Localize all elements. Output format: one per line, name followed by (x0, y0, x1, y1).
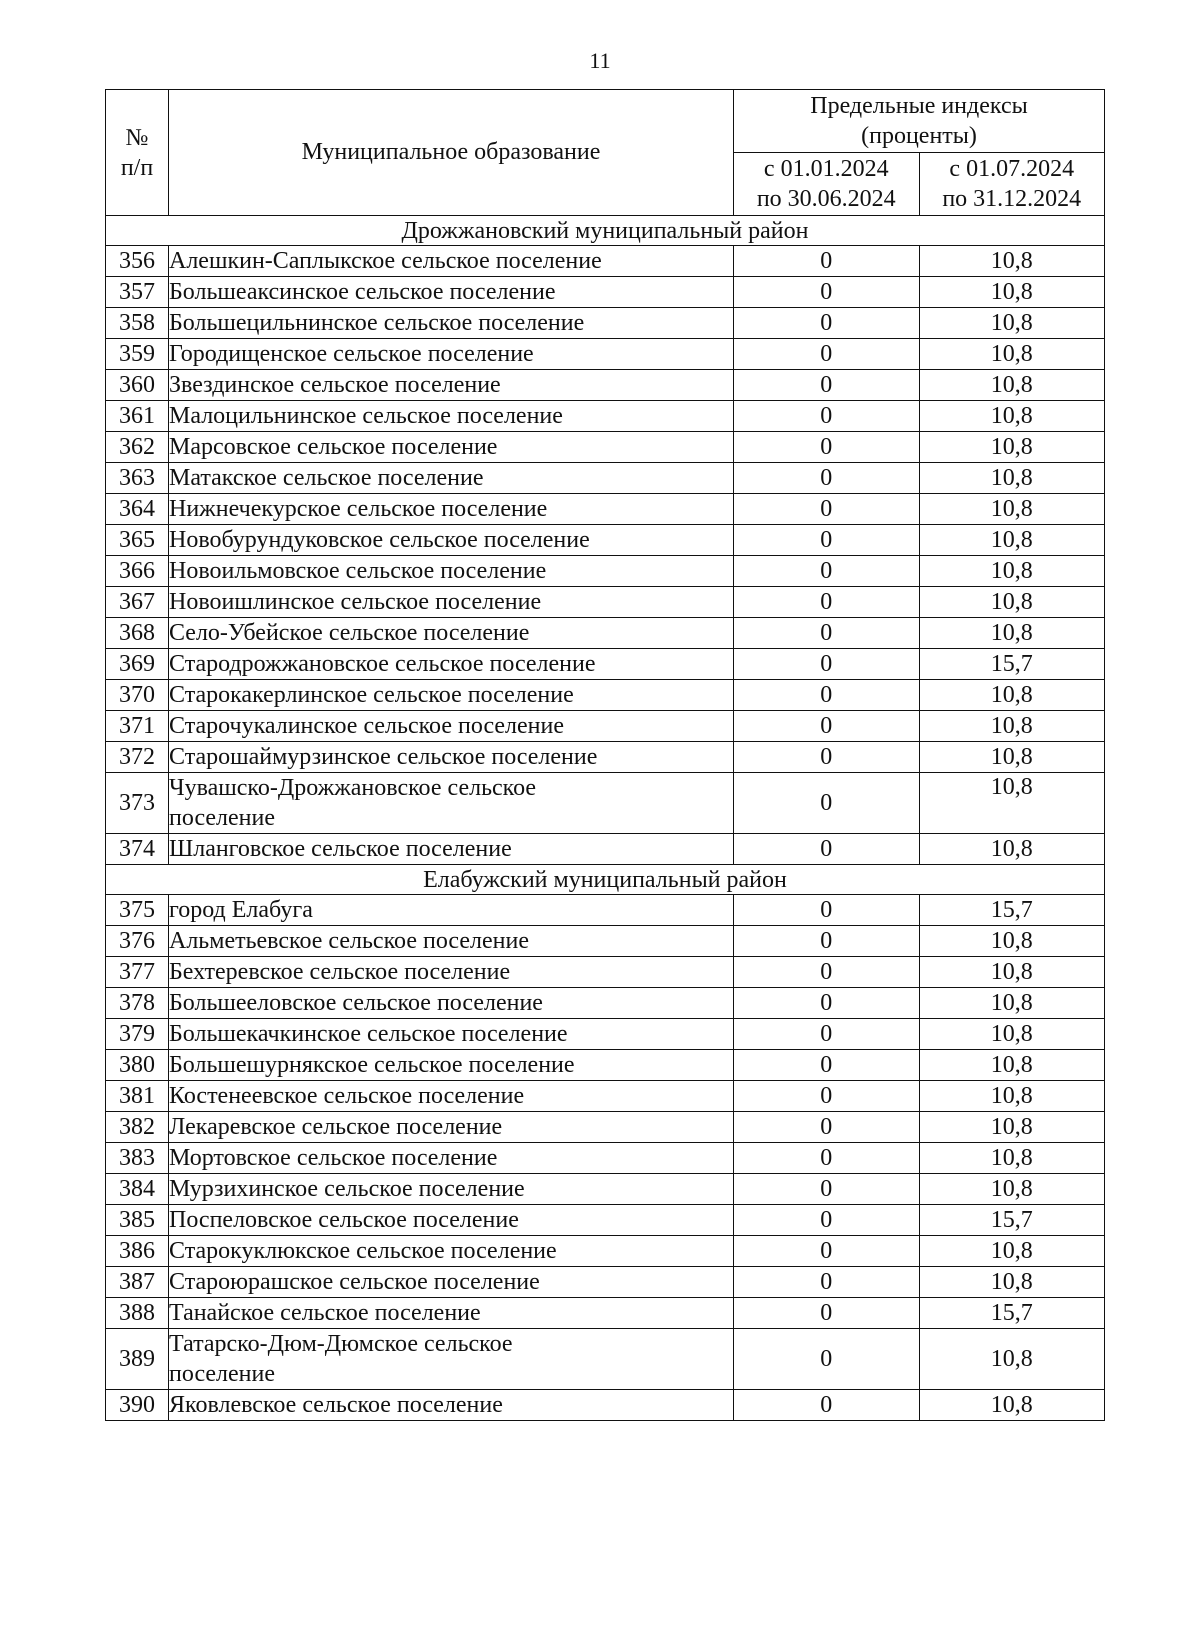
index-period-1: 0 (734, 246, 920, 277)
table-row (106, 494, 1105, 525)
index-period-2: 10,8 (919, 988, 1105, 1019)
municipality-name: Большееловское сельское поселение (169, 988, 734, 1019)
table-row (106, 277, 1105, 308)
index-period-1: 0 (734, 957, 920, 988)
index-period-1: 0 (734, 587, 920, 618)
index-period-2: 10,8 (919, 1390, 1105, 1421)
row-number: 384 (106, 1174, 169, 1205)
row-number: 360 (106, 370, 169, 401)
index-period-2: 10,8 (919, 556, 1105, 587)
index-period-1: 0 (734, 618, 920, 649)
row-number: 380 (106, 1050, 169, 1081)
header-number-line1: № (125, 124, 149, 151)
table-row (106, 246, 1105, 277)
table-body (106, 216, 1105, 1421)
index-period-2: 10,8 (919, 680, 1105, 711)
table-row (106, 432, 1105, 463)
table-row (106, 1174, 1105, 1205)
table-row (106, 1112, 1105, 1143)
municipality-name: Старокуклюкское сельское поселение (169, 1236, 734, 1267)
table-row (106, 1143, 1105, 1174)
index-period-2: 10,8 (919, 1019, 1105, 1050)
index-period-1: 0 (734, 773, 920, 834)
index-period-1: 0 (734, 1236, 920, 1267)
index-period-2: 15,7 (919, 649, 1105, 680)
index-period-1: 0 (734, 339, 920, 370)
index-period-1: 0 (734, 1267, 920, 1298)
index-period-1: 0 (734, 895, 920, 926)
index-period-2: 10,8 (919, 1050, 1105, 1081)
index-period-2: 10,8 (919, 618, 1105, 649)
municipality-name: Звездинское сельское поселение (169, 370, 734, 401)
index-period-1: 0 (734, 556, 920, 587)
table-row (106, 895, 1105, 926)
index-period-1: 0 (734, 1205, 920, 1236)
row-number: 371 (106, 711, 169, 742)
index-period-2: 10,8 (919, 926, 1105, 957)
table-row (106, 680, 1105, 711)
index-period-1: 0 (734, 525, 920, 556)
index-period-1: 0 (734, 1174, 920, 1205)
municipality-name (169, 1329, 734, 1390)
table-header (106, 90, 1105, 216)
index-period-1: 0 (734, 834, 920, 865)
municipality-name: Городищенское сельское поселение (169, 339, 734, 370)
municipality-name: Большекачкинское сельское поселение (169, 1019, 734, 1050)
table-row (106, 618, 1105, 649)
index-period-2: 10,8 (919, 463, 1105, 494)
header-municipality: Муниципальное образование (169, 90, 734, 216)
index-period-2: 10,8 (919, 246, 1105, 277)
municipality-name-line1: Татарско-Дюм-Дюмское сельское (169, 1331, 513, 1357)
municipality-name: Новоишлинское сельское поселение (169, 587, 734, 618)
index-period-1: 0 (734, 926, 920, 957)
header-period-2-line2: по 31.12.2024 (942, 186, 1082, 212)
row-number: 385 (106, 1205, 169, 1236)
index-period-1: 0 (734, 649, 920, 680)
index-period-2: 10,8 (919, 1143, 1105, 1174)
index-period-2: 10,8 (919, 1236, 1105, 1267)
municipality-name: Малоцильнинское сельское поселение (169, 401, 734, 432)
row-number: 375 (106, 895, 169, 926)
index-period-2: 10,8 (919, 957, 1105, 988)
table-row (106, 988, 1105, 1019)
municipality-name: Новоильмовское сельское поселение (169, 556, 734, 587)
header-number-line2: п/п (120, 154, 154, 181)
table-row (106, 742, 1105, 773)
index-period-2: 10,8 (919, 834, 1105, 865)
table-row (106, 370, 1105, 401)
row-number: 370 (106, 680, 169, 711)
section-title: Елабужский муниципальный район (106, 865, 1105, 895)
index-period-2: 10,8 (919, 1081, 1105, 1112)
table-row (106, 1267, 1105, 1298)
municipality-name: Матакское сельское поселение (169, 463, 734, 494)
index-period-1: 0 (734, 711, 920, 742)
row-number: 367 (106, 587, 169, 618)
index-period-1: 0 (734, 1081, 920, 1112)
row-number: 357 (106, 277, 169, 308)
municipality-name: город Елабуга (169, 895, 734, 926)
municipality-name: Большешурнякское сельское поселение (169, 1050, 734, 1081)
table-row (106, 711, 1105, 742)
municipality-name: Большеаксинское сельское поселение (169, 277, 734, 308)
row-number: 364 (106, 494, 169, 525)
index-period-2: 10,8 (919, 1112, 1105, 1143)
page-number: 11 (589, 48, 611, 73)
row-number: 366 (106, 556, 169, 587)
index-period-2: 15,7 (919, 1298, 1105, 1329)
index-period-1: 0 (734, 988, 920, 1019)
municipality-name: Стародрожжановское сельское поселение (169, 649, 734, 680)
municipality-name: Костенеевское сельское поселение (169, 1081, 734, 1112)
table-row (106, 1019, 1105, 1050)
header-period-2 (919, 153, 1105, 216)
index-period-1: 0 (734, 1143, 920, 1174)
index-period-1: 0 (734, 1050, 920, 1081)
index-period-2: 10,8 (919, 370, 1105, 401)
municipality-name-line2: поселение (169, 1361, 276, 1387)
header-period-1 (734, 153, 920, 216)
municipality-name-line1: Чувашско-Дрожжановское сельское (169, 775, 537, 801)
header-indices-line1: Предельные индексы (810, 93, 1028, 119)
row-number: 358 (106, 308, 169, 339)
row-number: 373 (106, 773, 169, 834)
index-period-1: 0 (734, 370, 920, 401)
header-period-1-line1: с 01.01.2024 (763, 156, 889, 182)
table-row (106, 1390, 1105, 1421)
row-number: 383 (106, 1143, 169, 1174)
row-number: 379 (106, 1019, 169, 1050)
table-row (106, 926, 1105, 957)
header-indices (734, 90, 1105, 153)
index-period-2: 10,8 (919, 1329, 1105, 1390)
row-number: 372 (106, 742, 169, 773)
row-number: 368 (106, 618, 169, 649)
index-period-2: 10,8 (919, 339, 1105, 370)
row-number: 390 (106, 1390, 169, 1421)
table-row (106, 463, 1105, 494)
index-period-2: 10,8 (919, 494, 1105, 525)
municipality-name: Танайское сельское поселение (169, 1298, 734, 1329)
index-period-1: 0 (734, 494, 920, 525)
index-period-2: 10,8 (919, 587, 1105, 618)
table-row (106, 587, 1105, 618)
index-period-2: 10,8 (919, 711, 1105, 742)
index-period-2: 10,8 (919, 308, 1105, 339)
municipality-name: Яковлевское сельское поселение (169, 1390, 734, 1421)
index-period-1: 0 (734, 1019, 920, 1050)
row-number: 377 (106, 957, 169, 988)
municipality-name-line2: поселение (169, 805, 276, 831)
table-row (106, 556, 1105, 587)
index-period-1: 0 (734, 1112, 920, 1143)
row-number: 389 (106, 1329, 169, 1390)
municipality-name: Староюрашское сельское поселение (169, 1267, 734, 1298)
municipality-name: Старошаймурзинское сельское поселение (169, 742, 734, 773)
tariff-index-table (105, 89, 1105, 1421)
row-number: 388 (106, 1298, 169, 1329)
table-row (106, 308, 1105, 339)
index-period-1: 0 (734, 742, 920, 773)
municipality-name: Алешкин-Саплыкское сельское поселение (169, 246, 734, 277)
row-number: 361 (106, 401, 169, 432)
municipality-name: Новобурундуковское сельское поселение (169, 525, 734, 556)
municipality-name: Бехтеревское сельское поселение (169, 957, 734, 988)
row-number: 365 (106, 525, 169, 556)
index-period-1: 0 (734, 401, 920, 432)
table-row (106, 834, 1105, 865)
table-row (106, 401, 1105, 432)
row-number: 369 (106, 649, 169, 680)
header-number (106, 90, 169, 216)
municipality-name: Альметьевское сельское поселение (169, 926, 734, 957)
section-title: Дрожжановский муниципальный район (106, 216, 1105, 246)
municipality-name: Шланговское сельское поселение (169, 834, 734, 865)
index-period-2: 15,7 (919, 1205, 1105, 1236)
index-period-1: 0 (734, 277, 920, 308)
row-number: 374 (106, 834, 169, 865)
municipality-name: Большецильнинское сельское поселение (169, 308, 734, 339)
row-number: 376 (106, 926, 169, 957)
municipality-name (169, 773, 734, 834)
index-period-1: 0 (734, 1390, 920, 1421)
index-period-2: 10,8 (919, 1267, 1105, 1298)
row-number: 387 (106, 1267, 169, 1298)
index-period-2: 10,8 (919, 432, 1105, 463)
row-number: 386 (106, 1236, 169, 1267)
municipality-name: Старокакерлинское сельское поселение (169, 680, 734, 711)
index-period-1: 0 (734, 308, 920, 339)
row-number: 378 (106, 988, 169, 1019)
index-period-2: 10,8 (919, 773, 1105, 834)
table-row (106, 339, 1105, 370)
row-number: 359 (106, 339, 169, 370)
index-period-2: 10,8 (919, 277, 1105, 308)
table-row (106, 1236, 1105, 1267)
table-row (106, 525, 1105, 556)
municipality-name: Марсовское сельское поселение (169, 432, 734, 463)
row-number: 356 (106, 246, 169, 277)
index-period-1: 0 (734, 680, 920, 711)
index-period-2: 10,8 (919, 742, 1105, 773)
header-period-2-line1: с 01.07.2024 (949, 156, 1075, 182)
table-row (106, 1050, 1105, 1081)
table-row (106, 957, 1105, 988)
row-number: 362 (106, 432, 169, 463)
municipality-name: Село-Убейское сельское поселение (169, 618, 734, 649)
index-period-1: 0 (734, 463, 920, 494)
municipality-name: Нижнечекурское сельское поселение (169, 494, 734, 525)
index-period-2: 10,8 (919, 1174, 1105, 1205)
index-period-2: 15,7 (919, 895, 1105, 926)
municipality-name: Старочукалинское сельское поселение (169, 711, 734, 742)
header-indices-line2: (проценты) (861, 123, 977, 149)
table-row (106, 1329, 1105, 1390)
index-period-1: 0 (734, 432, 920, 463)
municipality-name: Лекаревское сельское поселение (169, 1112, 734, 1143)
section-row (106, 216, 1105, 246)
municipality-name: Мортовское сельское поселение (169, 1143, 734, 1174)
table-row (106, 649, 1105, 680)
municipality-name: Мурзихинское сельское поселение (169, 1174, 734, 1205)
header-period-1-line2: по 30.06.2024 (756, 186, 896, 212)
index-period-1: 0 (734, 1298, 920, 1329)
table-row (106, 1205, 1105, 1236)
index-period-2: 10,8 (919, 401, 1105, 432)
section-row (106, 865, 1105, 895)
row-number: 363 (106, 463, 169, 494)
municipality-name: Поспеловское сельское поселение (169, 1205, 734, 1236)
table-row (106, 1081, 1105, 1112)
table-row (106, 773, 1105, 834)
index-period-2: 10,8 (919, 525, 1105, 556)
index-period-1: 0 (734, 1329, 920, 1390)
row-number: 381 (106, 1081, 169, 1112)
table-row (106, 1298, 1105, 1329)
row-number: 382 (106, 1112, 169, 1143)
